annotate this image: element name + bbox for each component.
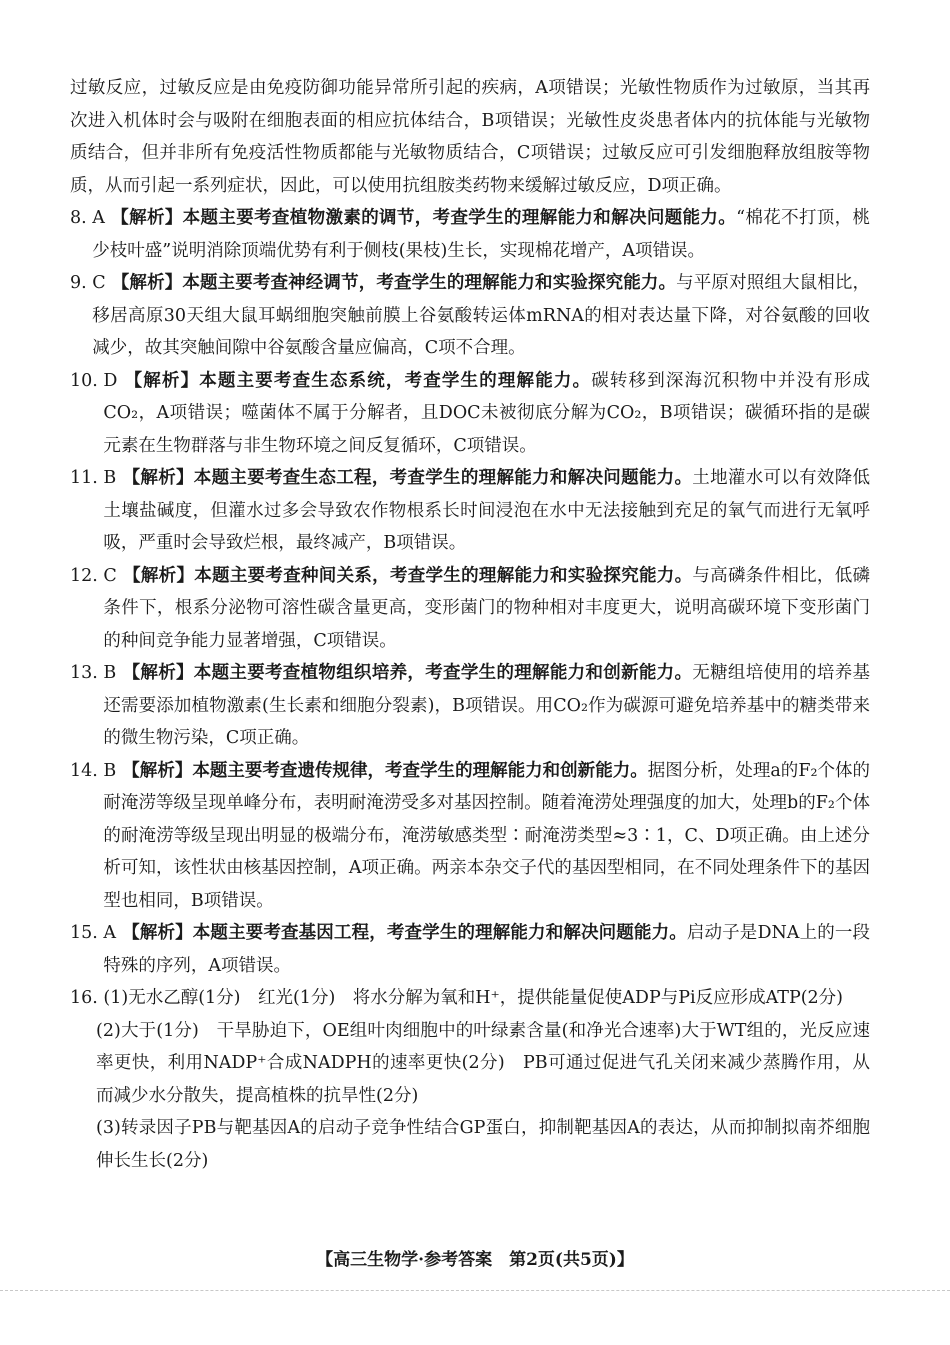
item-number: 16.: [70, 988, 104, 1008]
answer-item: [70, 755, 870, 918]
q16-part-2: (2)大于(1分) 干旱胁迫下，OE组叶肉细胞中的叶绿素含量(和净光合速率)大于WT组的，光反应速率更快，利用NADP⁺合成NADPH的速率更快(2分) PB可通过促进气孔关闭来减少蒸腾作用，从而减少水分散失，提高植株的抗旱性(2分): [96, 1020, 870, 1106]
analysis-tag: 【解析】: [122, 663, 194, 683]
analysis-tag: 【解析】: [122, 565, 195, 586]
analysis-intro: 本题主要考查种间关系，考查学生的理解能力和实验探究能力。: [194, 565, 693, 586]
analysis-text: 与平原对照组大鼠相比，移居高原30天组大鼠耳蜗细胞突触前膜上谷氨酸转运体mRNA的相对表达量下降，对谷氨酸的回收减少，故其突触间隙中谷氨酸含量应偏高，C项不合理。: [92, 273, 871, 358]
answer-letter: C: [92, 273, 106, 293]
q16-part-3: (3)转录因子PB与靶基因A的启动子竞争性结合GP蛋白，抑制靶基因A的表达，从而抑制拟南芥细胞伸长生长(2分): [96, 1118, 870, 1171]
page-footer: 【高三生物学·参考答案 第2页(共5页)】: [316, 1250, 634, 1270]
answer-letter: A: [103, 923, 117, 943]
analysis-tag: 【解析】: [123, 370, 200, 391]
answer-item: [70, 917, 870, 982]
answer-item: [70, 657, 870, 755]
analysis-tag: 【解析】: [111, 273, 183, 293]
analysis-text: “棉花不打顶，桃少枝叶盛”说明消除顶端优势有利于侧枝(果枝)生长，实现棉花增产，A项错误。: [92, 208, 871, 261]
answer-letter: B: [103, 760, 117, 781]
analysis-tag: 【解析】: [110, 208, 183, 228]
answer-item: [70, 267, 870, 365]
answer-item: [70, 202, 870, 267]
item-number: 8.: [70, 208, 93, 228]
answer-item-16: [70, 982, 870, 1015]
answer-item: [70, 462, 870, 560]
item-number: 10.: [70, 370, 104, 391]
answer-letter: C: [103, 565, 117, 586]
answer-letter: B: [103, 663, 117, 683]
answer-list: [70, 202, 870, 982]
analysis-intro: 本题主要考查生态工程，考查学生的理解能力和解决问题能力。: [193, 468, 693, 488]
item-number: 13.: [70, 663, 104, 683]
analysis-text: 无糖组培使用的培养基还需要添加植物激素(生长素和细胞分裂素)，B项错误。用CO₂作为碳源可避免培养基中的糖类带来的微生物污染，C项正确。: [103, 663, 871, 748]
answer-letter: D: [103, 370, 118, 391]
analysis-tag: 【解析】: [122, 468, 194, 488]
analysis-tag: 【解析】: [122, 923, 193, 943]
analysis-intro: 本题主要考查植物组织培养，考查学生的理解能力和创新能力。: [193, 663, 693, 683]
analysis-text: 与高磷条件相比，低磷条件下，根系分泌物可溶性碳含量更高，变形菌门的物种相对丰度更大，说明高碳环境下变形菌门的种间竞争能力显著增强，C项错误。: [103, 565, 871, 651]
analysis-intro: 本题主要考查神经调节，考查学生的理解能力和实验探究能力。: [182, 273, 677, 293]
analysis-intro: 本题主要考查植物激素的调节，考查学生的理解能力和解决问题能力。: [182, 208, 737, 228]
item-number: 12.: [70, 565, 104, 586]
answer-letter: A: [92, 208, 105, 228]
item-number: 11.: [70, 468, 104, 488]
analysis-intro: 本题主要考查遗传规律，考查学生的理解能力和创新能力。: [192, 760, 648, 781]
analysis-tag: 【解析】: [122, 760, 193, 781]
q16-part-1: (1)无水乙醇(1分) 红光(1分) 将水分解为氧和H⁺，提供能量促使ADP与Pi反应形成ATP(2分): [103, 988, 844, 1008]
answer-item: [70, 365, 870, 463]
answer-body: [70, 72, 870, 1177]
item-number: 14.: [70, 760, 104, 781]
footer-divider: [0, 1290, 950, 1291]
analysis-intro: 本题主要考查生态系统，考查学生的理解能力。: [199, 370, 592, 391]
analysis-text: 启动子是DNA上的一段特殊的序列，A项错误。: [103, 923, 871, 976]
item-number: 9.: [70, 273, 93, 293]
analysis-text: 碳转移到深海沉积物中并没有形成CO₂，A项错误；噬菌体不属于分解者，且DOC未被彻底分解为CO₂，B项错误；碳循环指的是碳元素在生物群落与非生物环境之间反复循环，C项错误。: [103, 370, 871, 456]
answer-item: [70, 560, 870, 658]
item-number: 15.: [70, 923, 104, 943]
analysis-text: 土地灌水可以有效降低土壤盐碱度，但灌水过多会导致农作物根系长时间浸泡在水中无法接触到充足的氧气而进行无氧呼吸，严重时会导致烂根，最终减产，B项错误。: [103, 468, 871, 553]
answer-letter: B: [103, 468, 117, 488]
analysis-intro: 本题主要考查基因工程，考查学生的理解能力和解决问题能力。: [192, 923, 687, 943]
analysis-text: 据图分析，处理a的F₂个体的耐淹涝等级呈现单峰分布，表明耐淹涝受多对基因控制。随着淹涝处理强度的加大，处理b的F₂个体的耐淹涝等级呈现出明显的极端分布，淹涝敏感类型∶耐淹涝类型≈3∶1，C、D项正确。由上述分析可知，该性状由核基因控制，A项正确。两亲本杂交子代的基因型相同，在不同处理条件下的基因型也相同，B项错误。: [103, 760, 871, 911]
continued-paragraph: 过敏反应，过敏反应是由免疫防御功能异常所引起的疾病，A项错误；光敏性物质作为过敏原，当其再次进入机体时会与吸附在细胞表面的相应抗体结合，B项错误；光敏性皮炎患者体内的抗体能与光敏物质结合，但并非所有免疫活性物质都能与光敏物质结合，C项错误；过敏反应可引发细胞释放组胺等物质，从而引起一系列症状，因此，可以使用抗组胺类药物来缓解过敏反应，D项正确。: [70, 78, 870, 196]
